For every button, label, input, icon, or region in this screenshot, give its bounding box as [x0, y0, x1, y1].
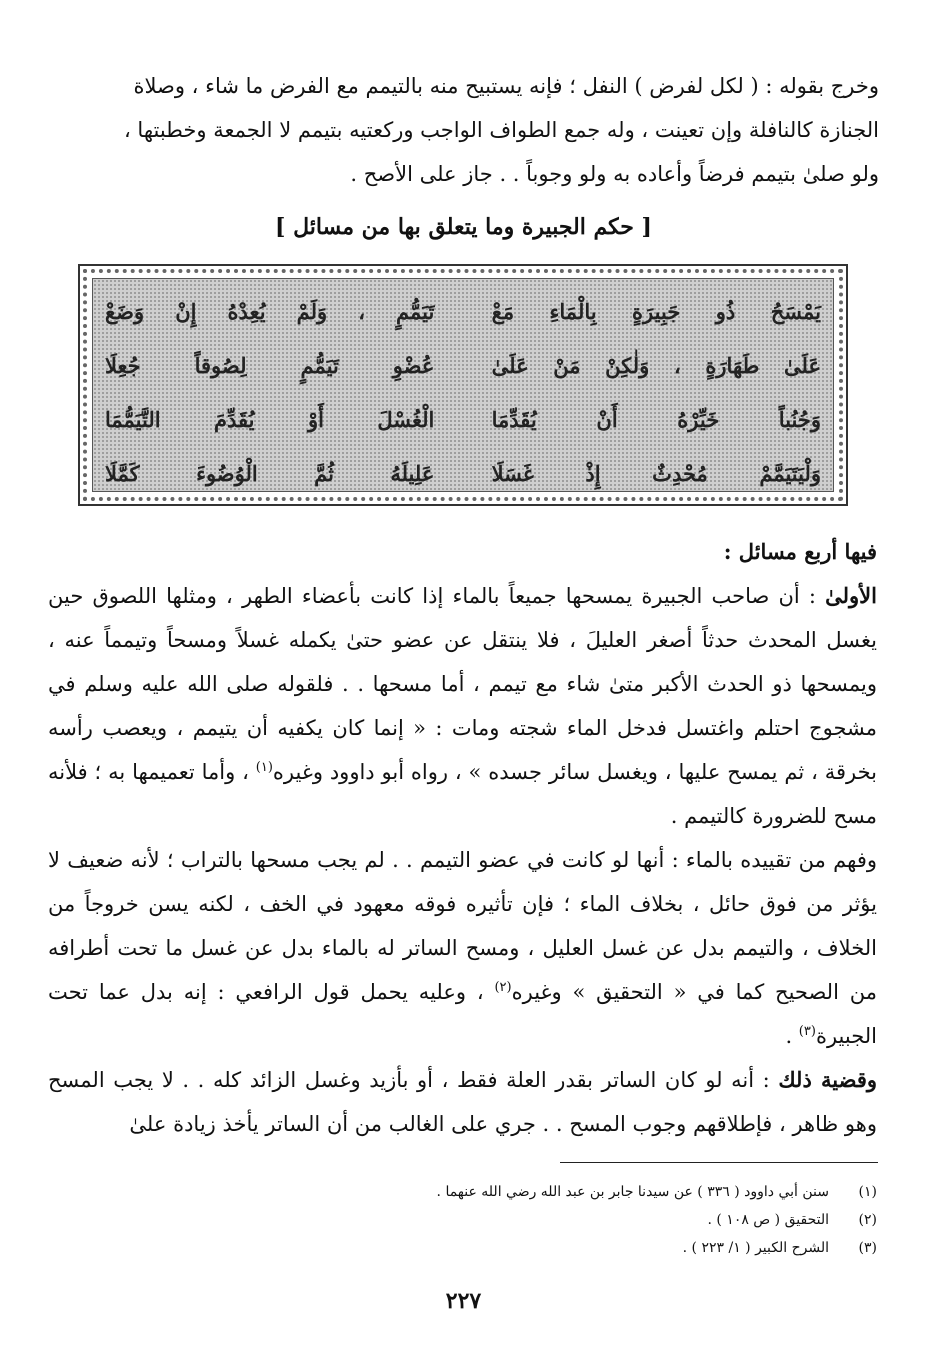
- footnote-number: (٣): [858, 1240, 877, 1256]
- paragraph-text: : أنه لو كان الساتر بقدر العلة فقط ، أو بأزيد وغسل الزائد كله . . لا يجب المسح وهو ظاهر ، فإطلاقهم وجوب المسح . . جري على الغالب من أن الساتر يأخذ زيادة علىٰ: [48, 1068, 877, 1136]
- footnotes: [357, 1178, 877, 1262]
- paragraph-understanding: [48, 838, 877, 1058]
- footnote-number: (١): [858, 1184, 877, 1200]
- paragraph-text: وفهم من تقييده بالماء : أنها لو كانت في عضو التيمم . . لم يجب مسحها بالتراب ؛ لأنه ضعيف لا يؤثر من فوق حائل ، بخلاف الماء ؛ فإن تأثيره فوقه معهود في الخف ، لكنه يسن خروجاً من الخلاف ، والتيمم بدل عن غسل العليل ، ومسح الساتر له بالماء بدل عن غسل ما تحت أطرافه من الصحيح كما في « التحقيق » وغيره: [48, 848, 877, 1004]
- footnote: [357, 1206, 877, 1234]
- intro-line: وخرج بقوله : ( لكل لفرض ) النفل ؛ فإنه يستبيح منه بالتيمم مع الفرض ما شاء ، وصلاة: [133, 74, 879, 98]
- paragraph-lead: الأولىٰ: [825, 583, 877, 608]
- footnote-ref: (٢): [494, 980, 512, 995]
- footnote-text: الشرح الكبير ( ١/ ٢٢٣ ) .: [682, 1240, 829, 1256]
- footnote-number: (٢): [858, 1212, 877, 1228]
- paragraph-first-issue: [48, 574, 877, 838]
- verse-second-hemistich: عَلِيلَهُ ثُمَّ الْوُضُوءَ كَمَّلَا: [105, 460, 435, 486]
- footnote: [357, 1234, 877, 1262]
- footnote-ref: (٣): [798, 1024, 816, 1039]
- paragraph-lead: وقضية ذلك: [778, 1067, 878, 1092]
- verse-first-hemistich: عَلَىٰ طَهَارَةٍ ، وَلٰكِنْ مَنْ عَلَىٰ: [491, 352, 821, 378]
- verse-second-hemistich: الْغُسْلَ أَوْ يُقَدِّمَ التَّيَمُّمَا: [105, 406, 435, 432]
- poem-verse: [93, 339, 833, 391]
- paragraph-consequence: [48, 1058, 877, 1146]
- poem-verse: [93, 285, 833, 337]
- poem-verse: [93, 393, 833, 445]
- paragraph-text: ، وأما تعميمها به ؛ فلأنه مسح للضرورة كالتيمم .: [48, 760, 877, 828]
- issues-intro: فيها أربع مسائل :: [723, 539, 877, 564]
- page-number: ٢٢٧: [445, 1288, 482, 1314]
- footnote: [357, 1178, 877, 1206]
- intro-paragraph: [50, 64, 879, 196]
- verse-second-hemistich: تَيَمُّمٍ ، وَلَمْ يُعِدْهُ إِنْ وَضَعْ: [105, 298, 435, 324]
- poem-box: [92, 278, 834, 492]
- poem-frame: [78, 264, 848, 506]
- footnote-ref: (١): [255, 760, 273, 775]
- poem-verse: [93, 447, 833, 499]
- paragraph-text: .: [785, 1024, 799, 1048]
- verse-first-hemistich: وَجُنُباً خَيِّرْهُ أَنْ يُقَدِّمَا: [491, 406, 821, 432]
- body-text: [48, 530, 877, 1146]
- footnote-text: التحقيق ( ص ١٠٨ ) .: [707, 1212, 829, 1228]
- footnote-divider: [560, 1162, 878, 1163]
- paragraph-text: : أن صاحب الجبيرة يمسحها جميعاً بالماء إذا كانت بأعضاء الطهر ، ومثلها اللصوق حين يغسل المحدث حدثاً أصغر العليلَ ، فلا ينتقل عن عضو حتىٰ يكمله غسلاً ومسحاً وتيمماً عنه ، ويمسحها ذو الحدث الأكبر متىٰ شاء مع تيمم ، أما مسحها . . فلقوله صلى الله عليه وسلم في مشجوج احتلم واغتسل فدخل الماء شجته ومات : « إنما كان يكفيه أن يتيمم ، ويعصب رأسه بخرقة ، ثم يمسح عليها ، ويغسل سائر جسده » ، رواه أبو داوود وغيره: [48, 584, 878, 784]
- section-heading: [ حكم الجبيرة وما يتعلق بها من مسائل ]: [275, 214, 652, 240]
- intro-line: الجنازة كالنافلة وإن تعينت ، وله جمع الطواف الواجب وركعتيه بتيمم لا الجمعة وخطبتها ،: [123, 118, 879, 142]
- intro-line: ولو صلىٰ بتيمم فرضاً وأعاده به ولو وجوباً . . جاز على الأصح .: [350, 162, 879, 186]
- verse-first-hemistich: وَلْيَتَيَمَّمْ مُحْدِثٌ إِذْ غَسَلَا: [491, 460, 821, 486]
- paragraph-text: ، وعليه يحمل قول الرافعي : إنه بدل عما تحت الجبيرة: [48, 980, 877, 1048]
- verse-first-hemistich: يَمْسَحُ ذُو جَبِيرَةٍ بِالْمَاءِ مَعْ: [491, 298, 821, 324]
- verse-second-hemistich: عُضْوِ تَيَمُّمٍ لِصُوقاً جُعِلَا: [105, 352, 435, 378]
- footnote-text: سنن أبي داوود ( ٣٣٦ ) عن سيدنا جابر بن عبد الله رضي الله عنهما .: [436, 1184, 829, 1200]
